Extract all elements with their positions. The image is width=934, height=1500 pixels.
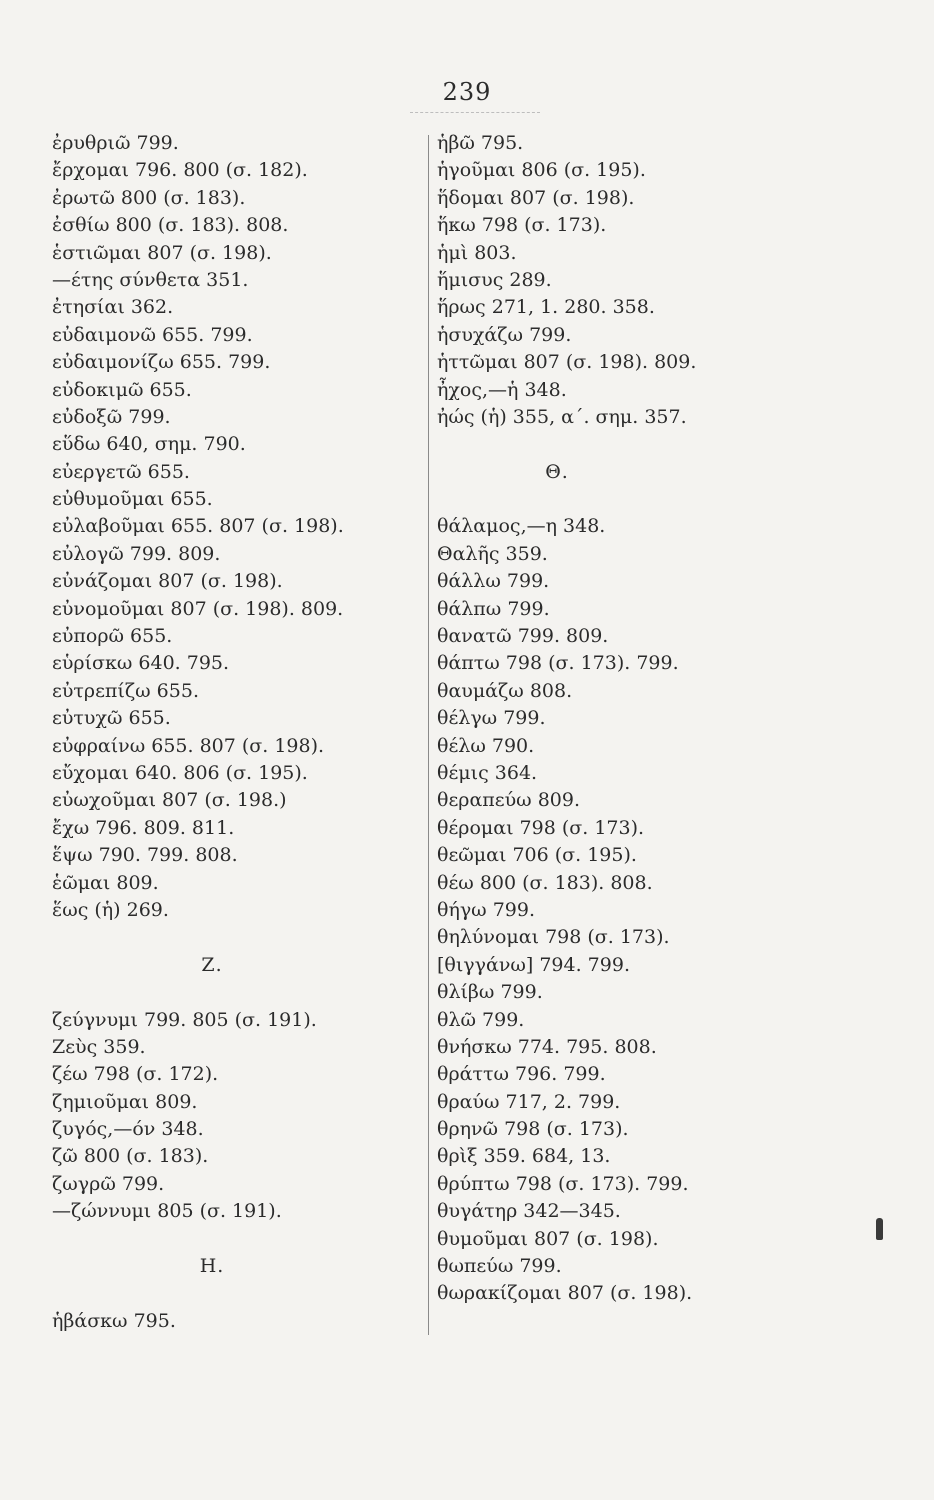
index-entry: ἕψω 790. 799. 808.: [52, 844, 238, 867]
index-entry: θάλλω 799.: [437, 570, 550, 593]
index-entry: ἥκω 798 (σ. 173).: [437, 214, 607, 237]
blank-line: [52, 1280, 412, 1307]
index-entry: θανατῶ 799. 809.: [437, 625, 609, 648]
index-entry: —ζώννυμι 805 (σ. 191).: [52, 1200, 282, 1223]
blank-line: [437, 431, 877, 458]
index-entry: εὐλαβοῦμαι 655. 807 (σ. 198).: [52, 515, 344, 538]
index-entry: θνήσκω 774. 795. 808.: [437, 1035, 657, 1058]
index-entry: ἐρωτῶ 800 (σ. 183).: [52, 186, 246, 209]
index-entry: εὕδω 640, σημ. 790.: [52, 433, 246, 456]
letter-section-heading: Ζ.: [201, 953, 223, 976]
index-entry: ζῶ 800 (σ. 183).: [52, 1145, 209, 1168]
index-entry: θαυμάζω 808.: [437, 679, 573, 702]
index-entry: [θιγγάνω] 794. 799.: [437, 953, 630, 976]
index-entry: ἐτησίαι 362.: [52, 296, 174, 319]
index-entry: εὐθυμοῦμαι 655.: [52, 488, 213, 511]
index-entry: θωπεύω 799.: [437, 1255, 562, 1278]
index-entry: —έτης σύνθετα 351.: [52, 268, 249, 291]
index-entry: εὐτρεπίζω 655.: [52, 679, 199, 702]
index-entry: ἡσυχάζω 799.: [437, 323, 572, 346]
left-index-column: [52, 130, 412, 1335]
index-entry: θρηνῶ 798 (σ. 173).: [437, 1118, 629, 1141]
right-index-column: [437, 130, 877, 1308]
index-entry: θρύπτω 798 (σ. 173). 799.: [437, 1172, 689, 1195]
index-entry: εὐεργετῶ 655.: [52, 460, 190, 483]
index-entry: εὐδοκιμῶ 655.: [52, 378, 192, 401]
index-entry: θηλύνομαι 798 (σ. 173).: [437, 926, 670, 949]
index-entry: εὐνάζομαι 807 (σ. 198).: [52, 570, 283, 593]
index-entry: ἠώς (ἡ) 355, α΄. σημ. 357.: [437, 405, 687, 428]
index-entry: θυγάτηρ 342—345.: [437, 1200, 621, 1223]
index-entry: θρὶξ 359. 684, 13.: [437, 1145, 611, 1168]
index-entry: θλίβω 799.: [437, 981, 543, 1004]
index-entry: εὐδαιμονίζω 655. 799.: [52, 351, 271, 374]
index-entry: εὐωχοῦμαι 807 (σ. 198.): [52, 789, 287, 812]
index-entry: εὐνομοῦμαι 807 (σ. 198). 809.: [52, 597, 344, 620]
index-entry: ἥμισυς 289.: [437, 268, 552, 291]
index-entry: ἡγοῦμαι 806 (σ. 195).: [437, 159, 646, 182]
index-entry: εὐλογῶ 799. 809.: [52, 542, 221, 565]
index-entry: ἕως (ἡ) 269.: [52, 898, 169, 921]
index-entry: εὐφραίνω 655. 807 (σ. 198).: [52, 734, 325, 757]
index-entry: θέμις 364.: [437, 761, 538, 784]
index-entry: θέλγω 799.: [437, 707, 546, 730]
index-entry: ἑῶμαι 809.: [52, 871, 159, 894]
index-entry: θήγω 799.: [437, 898, 536, 921]
index-entry: ζυγός,—όν 348.: [52, 1118, 204, 1141]
page-number: 239: [442, 78, 492, 106]
index-entry: θεῶμαι 706 (σ. 195).: [437, 844, 637, 867]
index-entry: θέλω 790.: [437, 734, 535, 757]
blank-line: [52, 924, 412, 951]
index-entry: ζεύγνυμι 799. 805 (σ. 191).: [52, 1008, 317, 1031]
index-entry: θάλαμος,—η 348.: [437, 515, 606, 538]
index-entry: Ζεὺς 359.: [52, 1035, 146, 1058]
index-entry: ἡμὶ 803.: [437, 241, 517, 264]
index-entry: θωρακίζομαι 807 (σ. 198).: [437, 1282, 693, 1305]
index-entry: εὐτυχῶ 655.: [52, 707, 171, 730]
index-entry: ζέω 798 (σ. 172).: [52, 1063, 219, 1086]
column-divider: [428, 135, 429, 1335]
index-entry: εὐπορῶ 655.: [52, 625, 173, 648]
letter-section-heading: Θ.: [545, 460, 569, 483]
index-entry: θυμοῦμαι 807 (σ. 198).: [437, 1227, 659, 1250]
index-entry: εὔχομαι 640. 806 (σ. 195).: [52, 761, 308, 784]
blank-line: [52, 1226, 412, 1253]
index-entry: ἐσθίω 800 (σ. 183). 808.: [52, 214, 289, 237]
index-entry: ἡττῶμαι 807 (σ. 198). 809.: [437, 351, 697, 374]
index-entry: ζωγρῶ 799.: [52, 1172, 165, 1195]
blank-line: [52, 979, 412, 1006]
blank-line: [437, 486, 877, 513]
index-entry: θέω 800 (σ. 183). 808.: [437, 871, 653, 894]
index-entry: ἥδομαι 807 (σ. 198).: [437, 186, 635, 209]
index-entry: ἑστιῶμαι 807 (σ. 198).: [52, 241, 272, 264]
index-entry: ἔχω 796. 809. 811.: [52, 816, 235, 839]
index-entry: εὐδαιμονῶ 655. 799.: [52, 323, 253, 346]
index-entry: θέρομαι 798 (σ. 173).: [437, 816, 645, 839]
ink-blot-mark: [876, 1218, 883, 1240]
index-entry: θάπτω 798 (σ. 173). 799.: [437, 652, 679, 675]
index-entry: θεραπεύω 809.: [437, 789, 581, 812]
index-entry: ἦχος,—ἡ 348.: [437, 378, 567, 401]
index-entry: θάλπω 799.: [437, 597, 550, 620]
index-entry: εὐδοξῶ 799.: [52, 405, 171, 428]
index-entry: ἔρχομαι 796. 800 (σ. 182).: [52, 159, 308, 182]
index-entry: θραύω 717, 2. 799.: [437, 1090, 621, 1113]
letter-section-heading: Η.: [199, 1255, 225, 1278]
index-entry: ζημιοῦμαι 809.: [52, 1090, 198, 1113]
index-entry: ἡβάσκω 795.: [52, 1309, 176, 1332]
index-entry: ἐρυθριῶ 799.: [52, 132, 179, 154]
index-entry: Θαλῆς 359.: [437, 542, 548, 565]
index-entry: ἡβῶ 795.: [437, 132, 524, 154]
index-entry: θλῶ 799.: [437, 1008, 525, 1031]
index-entry: ἥρως 271, 1. 280. 358.: [437, 296, 655, 319]
index-entry: θράττω 796. 799.: [437, 1063, 606, 1086]
decorative-rule: [410, 112, 540, 113]
index-entry: εὑρίσκω 640. 795.: [52, 652, 230, 675]
